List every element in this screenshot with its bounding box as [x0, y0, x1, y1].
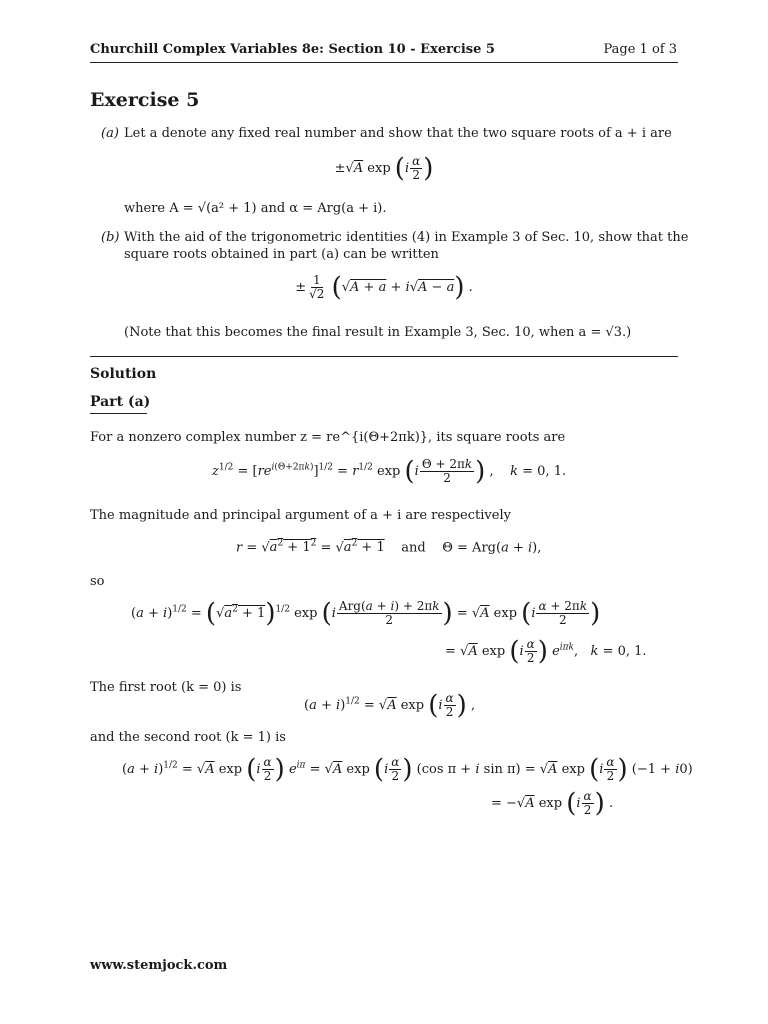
equation-main-2: = √A exp (i $\frac{\alpha}{2}$ ) $e^{i\pi k}$, k = 0, 1.	[445, 636, 647, 667]
equation-roots: ±√A exp (i $\frac{\alpha}{2}$ )	[334, 153, 434, 184]
part-a-heading: Part (a)	[90, 394, 151, 410]
equation-second-root-2: = −√A exp (i $\frac{\alpha}{2}$ ) .	[491, 788, 614, 819]
equation-magnitude: $r = √a^2 + 1^2 = √a^2 + 1$ and Θ = Arg(a + i),	[236, 539, 542, 556]
equation-b: ± $\frac{1}{√2}$ (√A + a + i√A − a) .	[295, 272, 473, 303]
first-root-text: The first root (k = 0) is	[90, 680, 242, 695]
equation-second-root-1: $(a + i)^{1/2} = √A$ exp (i $\frac{\alpha}{2}$ ) $e^{i\pi} = √A$ exp (i $\frac{\alpha}{2}$ ) (cos π + i sin π) = √A exp (i $\frac{\alpha}{2}$ ) (−1 + i0)	[122, 754, 693, 785]
second-root-text: and the second root (k = 1) is	[90, 730, 286, 745]
part-a-text: Let a denote any fixed real number and show that the two square roots of a + i are	[124, 126, 672, 141]
footer-link[interactable]: www.stemjock.com	[90, 958, 228, 973]
magnitude-text: The magnitude and principal argument of a + i are respectively	[90, 508, 511, 523]
equation-z-roots: $z^{1/2} = [re^{i(\Theta+2\pi k)}]^{1/2} = r^{1/2}$ exp (i $\frac{\Theta + 2\pi k}{2}$ ) , k = 0, 1.	[212, 456, 567, 487]
exercise-title: Exercise 5	[90, 89, 200, 111]
part-b-text-2: square roots obtained in part (a) can be written	[124, 247, 439, 262]
part-a-underline	[90, 413, 147, 414]
part-a-where: where A = √(a² + 1) and α = Arg(a + i).	[124, 201, 387, 216]
equation-first-root: $(a + i)^{1/2} = √A$ exp (i $\frac{\alpha}{2}$ ) ,	[304, 690, 476, 721]
page-number: Page 1 of 3	[603, 42, 677, 57]
solution-heading: Solution	[90, 366, 157, 382]
equation-main-1: $(a + i)^{1/2} = (√a^2 + 1)^{1/2}$ exp (i $\frac{\text{Arg(a + i) + 2πk}}{2}$ ) = √A exp (i $\frac{\alpha + 2\pi k}{2}$ )	[131, 598, 601, 629]
header-rule	[90, 62, 678, 63]
part-b-label: (b)	[101, 230, 120, 245]
note: (Note that this becomes the final result in Example 3, Sec. 10, when a = √3.)	[124, 325, 632, 340]
header-title: Churchill Complex Variables 8e: Section 10 - Exercise 5	[90, 42, 495, 57]
part-a-label: (a)	[101, 126, 119, 141]
solution-intro: For a nonzero complex number z = re^{i(Θ+2πk)}, its square roots are	[90, 430, 566, 445]
part-b-text-1: With the aid of the trigonometric identities (4) in Example 3 of Sec. 10, show that the	[124, 230, 689, 245]
so-text: so	[90, 574, 105, 589]
section-rule	[90, 356, 678, 357]
